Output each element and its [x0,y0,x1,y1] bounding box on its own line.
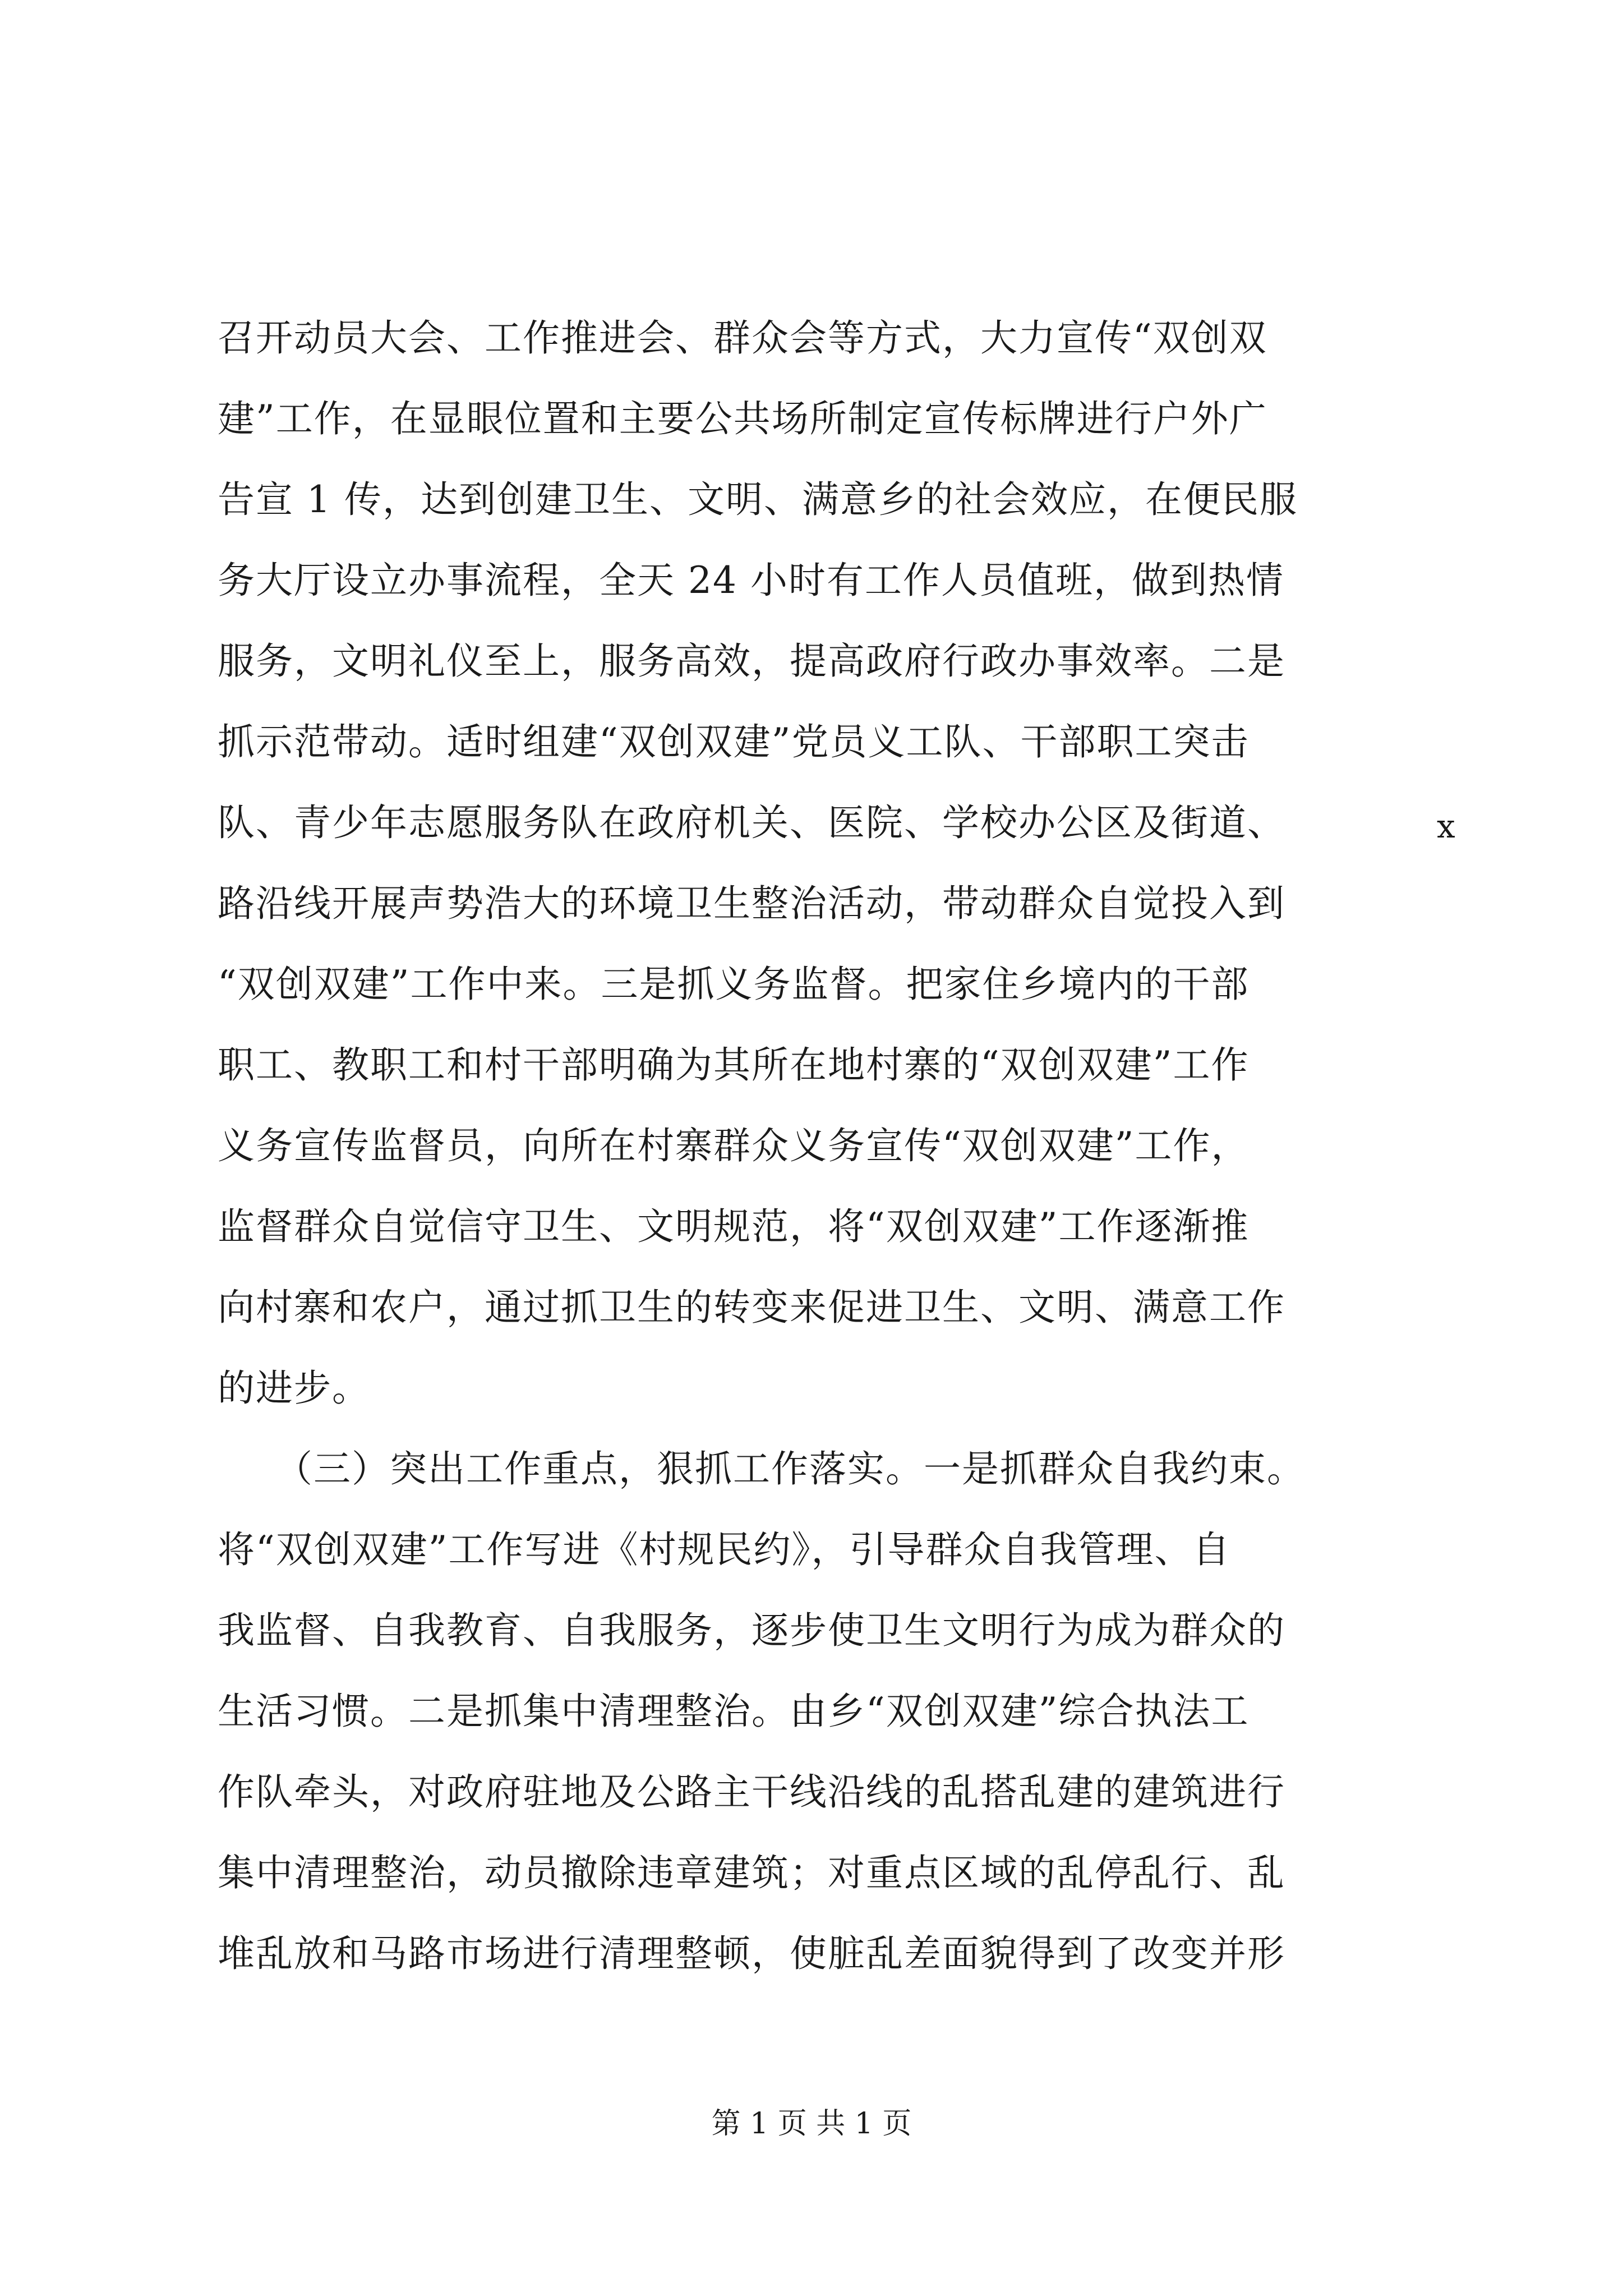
text-line: 抓示范带动。适时组建“双创双建”党员义工队、干部职工突击 [218,720,1249,763]
text-line: 将“双创双建”工作写进《村规民约》，引导群众自我管理、自 [218,1528,1231,1571]
text-line: 堆乱放和马路市场进行清理整顿，使脏乱差面貌得到了改变并形 [218,1932,1285,1975]
text-line: 集中清理整治，动员撤除违章建筑；对重点区域的乱停乱行、乱 [218,1851,1285,1894]
text-line: 义务宣传监督员，向所在村寨群众义务宣传“双创双建”工作， [218,1124,1249,1167]
text-line: 职工、教职工和村干部明确为其所在地村寨的“双创双建”工作 [218,1043,1249,1087]
text-line: 告宣 1 传，达到创建卫生、文明、满意乡的社会效应，在便民服 [218,478,1298,521]
text-line: 路沿线开展声势浩大的环境卫生整治活动，带动群众自觉投入到 [218,882,1285,925]
text-line: 召开动员大会、工作推进会、群众会等方式，大力宣传“双创双 [218,316,1267,360]
page-footer: 第 1 页 共 1 页 [711,2107,912,2141]
text-line: “双创双建”工作中来。三是抓义务监督。把家住乡境内的干部 [218,963,1249,1006]
text-line: 我监督、自我教育、自我服务，逐步使卫生文明行为成为群众的 [218,1609,1285,1652]
text-line: 的进步。 [218,1366,370,1410]
margin-mark: x [1437,807,1455,845]
text-line: 服务，文明礼仪至上，服务高效，提高政府行政办事效率。二是 [218,639,1285,683]
text-line: （三）突出工作重点，狠抓工作落实。一是抓群众自我约束。 [218,1447,1305,1490]
text-line: 队、青少年志愿服务队在政府机关、医院、学校办公区及街道、 [218,801,1285,844]
text-line: 向村寨和农户，通过抓卫生的转变来促进卫生、文明、满意工作 [218,1286,1285,1329]
text-line: 生活习惯。二是抓集中清理整治。由乡“双创双建”综合执法工 [218,1690,1249,1733]
text-line: 务大厅设立办事流程，全天 24 小时有工作人员值班，做到热情 [218,559,1284,602]
text-line: 建”工作，在显眼位置和主要公共场所制定宣传标牌进行户外广 [218,397,1267,440]
text-line: 作队牵头，对政府驻地及公路主干线沿线的乱搭乱建的建筑进行 [218,1770,1285,1814]
text-line: 监督群众自觉信守卫生、文明规范，将“双创双建”工作逐渐推 [218,1205,1249,1248]
